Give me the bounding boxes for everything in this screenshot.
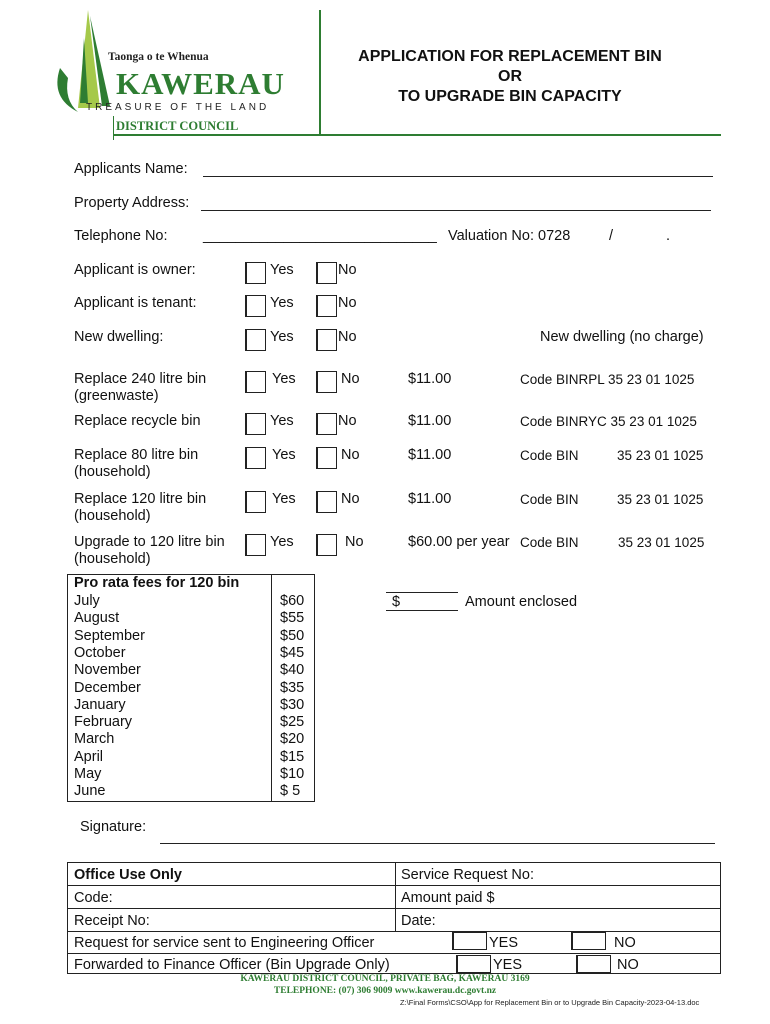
date-label: Date: [401, 913, 436, 929]
prorata-month: November [74, 662, 141, 679]
engineering-no-checkbox[interactable] [571, 932, 606, 950]
prorata-row [67, 783, 315, 800]
option-label: Replace recycle bin [74, 413, 201, 429]
prorata-row [67, 749, 315, 766]
prorata-fee: $20 [280, 731, 305, 748]
header-vertical-rule [319, 10, 321, 136]
yes-checkbox[interactable] [245, 534, 266, 556]
footer-contact: TELEPHONE: (07) 306 9009 www.kawerau.dc.govt.nz [273, 986, 497, 996]
option-code: Code BINRPL 35 23 01 1025 [520, 372, 695, 387]
prorata-month: March [74, 731, 115, 748]
no-label: No [338, 413, 357, 429]
yes-label: Yes [270, 413, 294, 429]
form-title [330, 47, 690, 107]
yes-label: Yes [272, 447, 296, 463]
title-line-2: OR [498, 68, 522, 85]
office-row-divider-2 [68, 908, 720, 909]
no-label: No [341, 371, 360, 387]
yes-checkbox[interactable] [245, 329, 266, 351]
prorata-fee: $60 [280, 593, 305, 609]
telephone-label: Telephone No: [74, 228, 168, 244]
prorata-row [67, 680, 315, 697]
prorata-fee: $30 [280, 696, 305, 713]
applicant-name-label: Applicants Name: [74, 161, 188, 177]
option-row-replace-120 [0, 491, 770, 527]
yes-label: Yes [270, 262, 294, 278]
no-checkbox[interactable] [316, 491, 337, 513]
no-checkbox[interactable] [316, 447, 337, 469]
engineering-yes-label: YES [489, 935, 519, 951]
prorata-fee: $25 [280, 714, 305, 731]
prorata-row [67, 766, 315, 783]
option-code-number: 35 23 01 1025 [617, 492, 704, 507]
option-fee: $11.00 [408, 371, 452, 387]
option-code: Code BIN [520, 535, 579, 550]
prorata-fee: $55 [280, 610, 305, 627]
yes-checkbox[interactable] [245, 295, 266, 317]
option-row-tenant [0, 295, 770, 325]
office-col-divider [395, 863, 396, 931]
no-checkbox[interactable] [316, 295, 337, 317]
prorata-row [67, 697, 315, 714]
no-label: No [341, 447, 360, 463]
signature-label: Signature: [80, 819, 147, 835]
prorata-month: September [74, 627, 145, 644]
option-label: Upgrade to 120 litre bin (household) [74, 534, 225, 567]
engineering-no-label: NO [614, 935, 636, 951]
yes-label: Yes [270, 295, 294, 311]
option-row-replace-recycle [0, 413, 770, 443]
no-label: No [338, 262, 357, 278]
office-use-box [67, 862, 721, 974]
footer-file-path: Z:\Final Forms\CSO\App for Replacement Bin or to Upgrade Bin Capacity-2023-04-13.doc [400, 998, 700, 1007]
option-fee: $11.00 [408, 491, 452, 507]
no-checkbox[interactable] [316, 371, 337, 393]
logo-council-rule [113, 116, 114, 140]
finance-yes-label: YES [493, 957, 523, 973]
option-row-replace-240 [0, 371, 770, 407]
option-code-number: 35 23 01 1025 [617, 448, 704, 463]
amount-enclosed-label: Amount enclosed [465, 594, 578, 610]
valuation-slash: / [609, 228, 614, 244]
prorata-month: April [74, 748, 104, 765]
logo-subtitle: TREASURE OF THE LAND [86, 102, 270, 113]
option-row-new-dwelling [0, 329, 770, 359]
title-line-1: APPLICATION FOR REPLACEMENT BIN [358, 48, 662, 65]
finance-label: Forwarded to Finance Officer (Bin Upgrade Only) [74, 957, 390, 973]
prorata-row [67, 714, 315, 731]
yes-checkbox[interactable] [245, 491, 266, 513]
prorata-month: February [74, 714, 133, 731]
option-fee: $60.00 per year [408, 534, 510, 550]
finance-yes-checkbox[interactable] [456, 955, 491, 973]
prorata-heading: Pro rata fees for 120 bin [74, 575, 240, 591]
logo-council: DISTRICT COUNCIL [116, 119, 239, 133]
prorata-month: October [74, 644, 126, 661]
prorata-month: July [74, 593, 100, 609]
prorata-row [67, 731, 315, 748]
amount-currency: $ [392, 594, 401, 610]
no-checkbox[interactable] [316, 534, 337, 556]
option-row-owner [0, 262, 770, 292]
no-checkbox[interactable] [316, 413, 337, 435]
option-label: Replace 240 litre bin (greenwaste) [74, 371, 207, 404]
option-note: New dwelling (no charge) [540, 329, 704, 345]
finance-no-label: NO [617, 957, 639, 973]
prorata-fee: $40 [280, 662, 305, 679]
telephone-field[interactable]: _____________________________ [203, 228, 437, 244]
engineering-yes-checkbox[interactable] [452, 932, 487, 950]
option-row-upgrade-120 [0, 534, 770, 570]
office-row-divider-1 [68, 885, 720, 886]
yes-checkbox[interactable] [245, 371, 266, 393]
prorata-fee: $10 [280, 766, 305, 782]
prorata-month: August [74, 610, 120, 627]
prorata-month: December [74, 679, 141, 696]
no-label: No [338, 329, 357, 345]
option-label: Replace 120 litre bin (household) [74, 491, 207, 524]
property-address-label: Property Address: [74, 195, 190, 211]
yes-checkbox[interactable] [245, 262, 266, 284]
amount-paid-label: Amount paid $ [401, 890, 495, 906]
option-row-replace-80 [0, 447, 770, 483]
no-checkbox[interactable] [316, 329, 337, 351]
amount-blank-line [386, 592, 458, 593]
service-request-label: Service Request No: [401, 867, 534, 883]
option-code: Code BINRYC 35 23 01 1025 [520, 414, 697, 429]
prorata-month: January [74, 696, 126, 713]
valuation-dot: . [666, 228, 671, 244]
valuation-label: Valuation No: 0728 [448, 228, 571, 244]
option-code: Code BIN [520, 492, 579, 507]
prorata-fee: $45 [280, 644, 305, 661]
prorata-fee: $50 [280, 627, 305, 644]
yes-checkbox[interactable] [245, 413, 266, 435]
logo-tagline: Taonga o te Whenua [108, 51, 209, 63]
option-fee: $11.00 [408, 447, 452, 463]
prorata-row [67, 645, 315, 662]
prorata-fee: $35 [280, 679, 305, 696]
office-code-label: Code: [74, 890, 113, 906]
prorata-month: May [74, 766, 102, 782]
office-row-divider-3 [68, 931, 720, 932]
option-label: Applicant is owner: [74, 262, 196, 278]
receipt-label: Receipt No: [74, 913, 150, 929]
option-code: Code BIN [520, 448, 579, 463]
header-horizontal-rule [113, 134, 721, 136]
amount-input-line[interactable] [386, 610, 458, 611]
prorata-row [67, 593, 315, 610]
council-logo [50, 8, 310, 138]
yes-checkbox[interactable] [245, 447, 266, 469]
option-code-number: 35 23 01 1025 [618, 535, 705, 550]
prorata-table [67, 574, 315, 802]
option-label: Replace 80 litre bin (household) [74, 447, 199, 480]
title-line-3: TO UPGRADE BIN CAPACITY [398, 88, 622, 105]
no-checkbox[interactable] [316, 262, 337, 284]
finance-no-checkbox[interactable] [576, 955, 611, 973]
prorata-row [67, 662, 315, 679]
logo-name: KAWERAU [116, 66, 285, 101]
option-fee: $11.00 [408, 413, 452, 429]
no-label: No [345, 534, 364, 550]
yes-label: Yes [272, 371, 296, 387]
property-address-field[interactable] [201, 210, 711, 211]
engineering-label: Request for service sent to Engineering Officer [74, 935, 375, 951]
yes-label: Yes [270, 534, 294, 550]
option-label: Applicant is tenant: [74, 295, 197, 311]
prorata-month: June [74, 783, 106, 800]
no-label: No [341, 491, 360, 507]
yes-label: Yes [270, 329, 294, 345]
prorata-row [67, 610, 315, 627]
applicant-name-field[interactable] [203, 176, 713, 177]
prorata-row [67, 628, 315, 645]
signature-field[interactable] [160, 843, 715, 844]
prorata-fee: $15 [280, 748, 305, 765]
option-label: New dwelling: [74, 329, 164, 345]
prorata-fee: $ 5 [280, 783, 301, 800]
office-heading: Office Use Only [74, 867, 182, 883]
footer-address: KAWERAU DISTRICT COUNCIL, PRIVATE BAG, KAWERAU 3169 [240, 974, 530, 984]
yes-label: Yes [272, 491, 296, 507]
no-label: No [338, 295, 357, 311]
office-row-divider-4 [68, 953, 720, 954]
